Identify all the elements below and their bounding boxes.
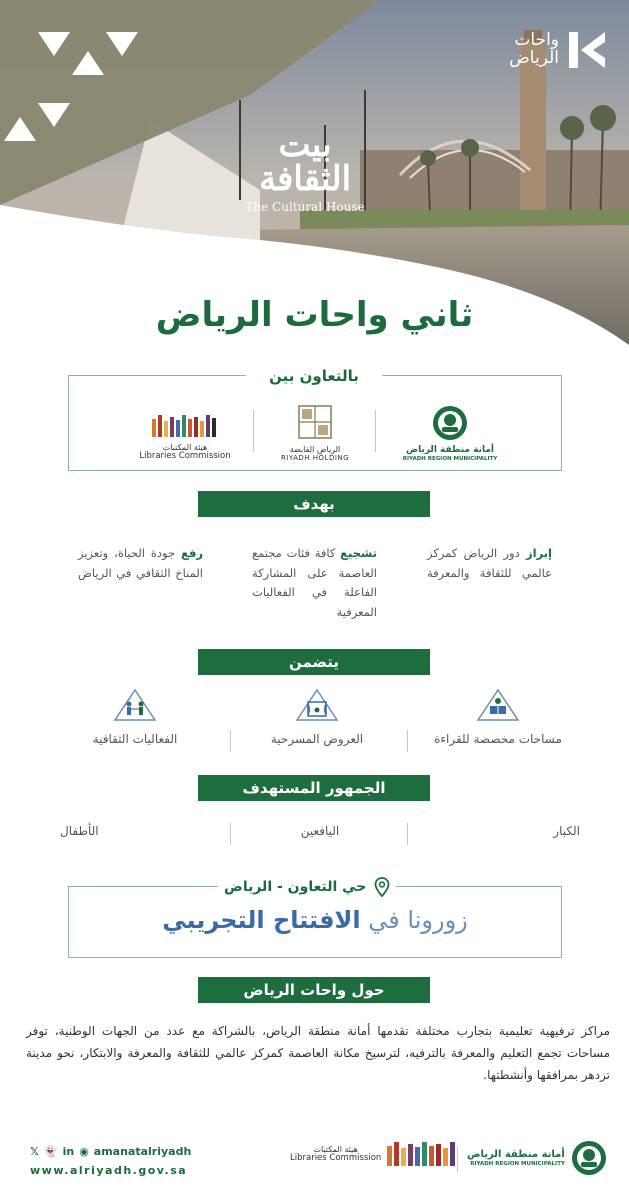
holding-name-en: RIYADH HOLDING (280, 453, 350, 462)
includes-bar: يتضمن (198, 649, 430, 675)
cultural-events-icon (113, 688, 157, 722)
brand-line-1: واحات (514, 30, 559, 51)
goal-item (78, 544, 203, 583)
theater-icon (295, 688, 339, 722)
visit-headline (68, 906, 562, 934)
instagram-icon[interactable]: ◉ (79, 1145, 89, 1158)
reading-icon (476, 688, 520, 722)
municipality-name-ar: أمانة منطقة الرياض (405, 445, 494, 456)
include-item-cultural-events (60, 688, 210, 746)
goal-lead: تشجيع (340, 546, 377, 560)
footer-libraries-logo (290, 1142, 457, 1166)
include-label: الفعاليات الثقافية (92, 732, 178, 746)
about-paragraph: مراكز ترفيهية تعليمية بتجارب مختلفة تقدمها أمانة منطقة الرياض، بالشراكة مع عدد من الجهات الوطنية، توفر مساحات تجمع التعليم والمعرفة بالترفيه، لترسيخ مكانة العاصمة كمركز عالمي للثقافة والمعرفة والابتكار، نحو مدينة تزدهر بمرافقها وأنشطتها. (26, 1024, 610, 1082)
footer-municipality-logo (467, 1140, 607, 1176)
partners-label: بالتعاون بين (246, 365, 382, 387)
audience-divider (407, 823, 408, 845)
footer-municipality-ar: أمانة منطقة الرياض (467, 1149, 565, 1161)
footer-libraries-icon (387, 1142, 457, 1166)
include-label: العروض المسرحية (270, 732, 364, 746)
libraries-name-en: Libraries Commission (139, 451, 231, 462)
goal-item (252, 544, 377, 622)
visit-text-prefix: زورونا في (360, 906, 468, 934)
goal-item (427, 544, 552, 583)
include-item-theater (242, 688, 392, 746)
brand-line-2: الرياض (509, 48, 559, 68)
holding-name-ar: الرياض القابضة (289, 444, 341, 454)
partner-libraries-commission (130, 398, 240, 462)
riyadh-holding-icon (298, 405, 332, 439)
visit-text-highlight: الافتتاح التجريبي (162, 906, 361, 934)
goals-bar: بهدف (198, 491, 430, 517)
audience-item: الكبار (553, 824, 580, 838)
libraries-commission-icon (152, 415, 218, 437)
audience-item: اليافعين (300, 824, 340, 838)
partner-divider (253, 410, 254, 452)
footer-libraries-ar: هيئة المكتبات (313, 1144, 358, 1154)
footer-municipality-emblem-icon (571, 1140, 607, 1176)
audience-bar: الجمهور المستهدف (198, 775, 430, 801)
partner-riyadh-holding (265, 398, 365, 462)
audience-item: الأطفال (60, 824, 99, 838)
goal-lead: رفع (180, 546, 203, 560)
website-link[interactable]: www.alriyadh.gov.sa (30, 1164, 188, 1177)
page-title: ثاني واحات الرياض (155, 295, 474, 335)
oases-mark-icon (567, 30, 607, 70)
municipality-emblem-icon (432, 405, 468, 441)
about-bar: حول واحات الرياض (198, 977, 430, 1003)
libraries-name-ar: هيئة المكتبات (162, 443, 208, 453)
audience-divider (230, 823, 231, 845)
x-icon[interactable]: 𝕏 (30, 1145, 39, 1158)
footer-libraries-en: Libraries Commission (290, 1152, 382, 1163)
include-divider (230, 730, 231, 752)
footer (0, 1130, 629, 1199)
visit-location-text: حي التعاون - الرياض (224, 879, 367, 895)
goal-lead: إبراز (526, 546, 552, 560)
social-links (30, 1145, 191, 1158)
goal-text: كافة فئات مجتمع العاصمة على المشاركة الفاعلة في الفعاليات المعرفية (252, 546, 377, 619)
partner-municipality (400, 398, 500, 462)
footer-municipality-en: RIYADH REGION MUNICIPALITY (470, 1160, 565, 1167)
visit-location (218, 876, 396, 898)
linkedin-icon[interactable]: in (62, 1145, 75, 1158)
municipality-name-en: RIYADH REGION MUNICIPALITY (402, 455, 498, 462)
partner-divider (375, 410, 376, 452)
location-pin-icon (374, 877, 390, 897)
include-divider (407, 730, 408, 752)
goal-text: جودة الحياة، وتعزيز المناخ الثقافي في الرياض (78, 546, 203, 580)
goal-text: دور الرياض كمركز عالمي للثقافة والمعرفة (427, 546, 552, 580)
include-label: مساحات مخصصة للقراءة (434, 732, 562, 746)
snapchat-icon[interactable]: 👻 (43, 1145, 58, 1158)
social-handle[interactable]: amanatalriyadh (93, 1145, 192, 1158)
cultural-house-logo (240, 125, 370, 214)
cultural-house-en: The Cultural House (245, 200, 365, 214)
cultural-house-ar: بيت الثقافة (258, 125, 352, 199)
footer-divider (457, 1146, 458, 1172)
riyadh-oases-logo (509, 30, 607, 70)
include-item-reading (423, 688, 573, 746)
